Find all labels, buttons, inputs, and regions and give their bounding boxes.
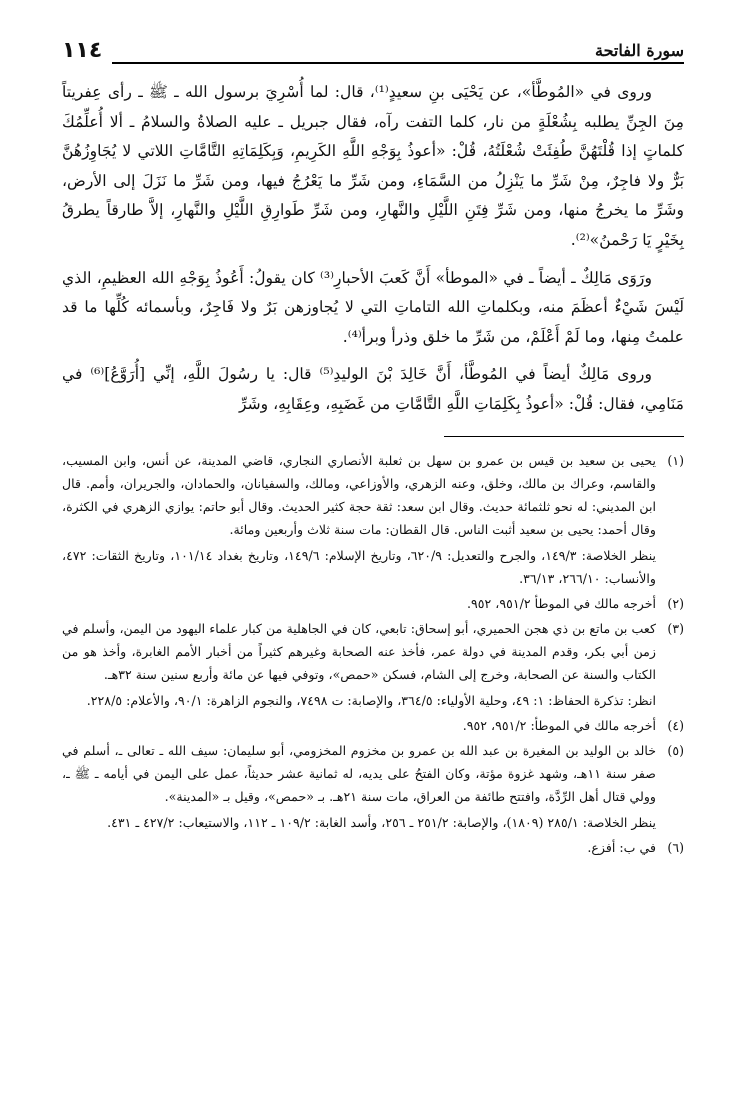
footnote-number: (٣) [667,620,684,636]
footnote-2 [62,592,684,615]
footnote-text: أخرجه مالك في الموطأ: ٩٥١/٢، ٩٥٢. [462,717,656,733]
footnote-references: ينظر الخلاصة: ٢٨٥/١ (١٨٠٩)، والإصابة: ٢٥١/٢ ـ ٢٥٦، وأسد الغابة: ١٠٩/٢ ـ ١١٢، والاستيعاب: ٤٢٧/٢ ـ ٤٣١. [107,814,656,830]
footnote-number: (٢) [667,595,684,611]
footnotes [62,449,684,859]
footnote-number: (١) [667,452,684,468]
footnote-number: (٦) [667,839,684,855]
footnote-text: كعب بن ماتع بن ذي هجن الحميري، أبو إسحاق: تابعي، كان في الجاهلية من كبار علماء اليهود من اليمن، وأسلم في زمن أبي بكر، وقدم المدينة في دولة عمر، فأخذ عنه الصحابة وغيرهم كثيراً من أخبار الأمم الغابرة، وأخذ هو من الكتاب والسنة عن الصحابة، وخرج إلى الشام، فسكن «حمص»، وتوفي فيها عن مائة وأربع سنين سنة ٣٢هـ. [62,620,656,682]
main-paragraph: وروى في «المُوطَّأ»، عن يَحْيَى بنِ سعيدٍ⁽¹⁾، قال: لما أُسْرِيَ برسول الله ـ ﷺ ـ رأى عِفريتاً مِنَ الجِنِّ يطلبه بِشُعْلَةٍ من نار، كلما التفت رآه، فقال جبريل ـ عليه الصلاةُ والسلامُ ـ ألا أُعلِّمُكَ كلماتٍ إذا قُلْتَهُنَّ طُفِئَتْ شُعْلَتُهُ، قُلْ: «أعوذُ بِوَجْهِ اللَّهِ الكَرِيمِ، وَبِكَلِمَاتِهِ التَّامَّاتِ اللاتي لا يُجَاوِزُهُنَّ بَرٌّ ولا فاجِرٌ، مِنْ شَرِّ ما يَنْزِلُ من السَّمَاءِ، ومن شَرِّ ما يَعْرُجُ فيها، ومن شَرِّ ما نَزَلَ إلى الأرض، وشَرِّ ما يخرجُ منها، ومن شَرِّ فِتَنِ اللَّيْلِ والنَّهارِ، ومن شَرِّ طَوارِقِ اللَّيْلِ والنَّهارِ، إلاَّ طارقاً يطرقُ بِخَيْرٍ يَا رَحْمنُ»⁽²⁾. [62,83,684,249]
page-header [62,28,684,64]
footnote-number: (٥) [667,742,684,758]
header-rule [112,62,684,64]
footnote-text: أخرجه مالك في الموطأ ٩٥١/٢، ٩٥٢. [466,595,656,611]
footnote-number: (٤) [667,717,684,733]
footnote-divider [444,436,684,437]
surah-title: سورة الفاتحة [595,41,684,60]
footnote-text: في ب: أفزع. [587,839,656,855]
footnote-4 [62,714,684,737]
page-number: ١١٤ [62,38,103,63]
footnote-1 [62,449,684,590]
footnote-5 [62,739,684,834]
main-paragraph: ورَوَى مَالِكٌ ـ أيضاً ـ في «الموطأ» أَنَّ كَعبَ الأحبارِ⁽³⁾ كان يقولُ: أَعُوذُ بِوَجْهِ الله العظيمِ، الذي لَيْسَ شَيْءٌ أعظَمَ منه، وبكلماتِ الله التاماتِ التي لا يُجاوزهن بَرٌ ولا فَاجِرٌ، وبأسمائه كُلِّها ما قد علمتُ مِنها، وما لَمْ أَعْلَمْ، من شَرِّ ما خلق وذرأ وبرأ⁽⁴⁾. [62,268,684,346]
main-paragraph: وروى مَالِكٌ أيضاً في المُوطَّأ، أَنَّ خَالِدَ بْنَ الوليدِ⁽⁵⁾ قال: يا رسُولَ اللَّهِ، إنِّي [أُرَوَّعُ]⁽⁶⁾ في مَنَامِي، فقال: قُلْ: «أعوذُ بِكَلِمَاتِ اللَّهِ التَّامَّاتِ من غَضَبِهِ، وعِقَابِهِ، وشَرِّ [62,365,684,413]
footnote-references: انظر: تذكرة الحفاظ: ١: ٤٩، وحلية الأولياء: ٣٦٤/٥، والإصابة: ت ٧٤٩٨، والنجوم الزاهرة: ٩٠/١، والأعلام: ٢٢٨/٥. [86,692,656,708]
footnote-references: ينظر الخلاصة: ١٤٩/٣، والجرح والتعديل: ٦٢٠/٩، وتاريخ الإسلام: ١٤٩/٦، وتاريخ بغداد ١٠١/١٤، وتاريخ الثقات: ٤٧٢، والأنساب: ٢٦٦/١٠، ٣٦/١٣. [62,547,657,586]
main-text [62,78,684,420]
footnote-6 [62,836,684,859]
footnote-text: يحيى بن سعيد بن قيس بن عمرو بن سهل بن ثعلبة الأنصاري النجاري، قاضي المدينة، عن أنس، وابن المسيب، والقاسم، وعراك بن مالك، وخلق، وعنه الزهري، والأوزاعي، ومالك، والسفيانان، والحمادان، والجريران، وأمم. قال ابن المديني: له نحو ثلثمائة حديث. وقال ابن سعد: ثقة حجة كثير الحديث. وقال أبو حاتم: يوازي الزهري في الكثرة، وقال أحمد: يحيى بن سعيد أثبت الناس. قال القطان: مات سنة ثلاث وأربعين ومائة. [62,452,656,537]
footnote-3 [62,617,684,712]
footnote-text: خالد بن الوليد بن المغيرة بن عبد الله بن عمرو بن مخزوم المخزومي، أبو سليمان: سيف الله ـ تعالى ـ، أسلم في صفر سنة ١١هـ، وشهد غزوة مؤتة، وكان الفتحُ على يديه، له ثمانية عشر حديثاً، عمل على اليمن في أيامه ـ ﷺ ـ، وولي قتال أهل الرِّدَّة، وافتتح طائفة من العراق، مات سنة ٢١هـ. بـ «حمص»، وقيل بـ «المدينة». [62,742,657,804]
book-page [62,28,684,1078]
